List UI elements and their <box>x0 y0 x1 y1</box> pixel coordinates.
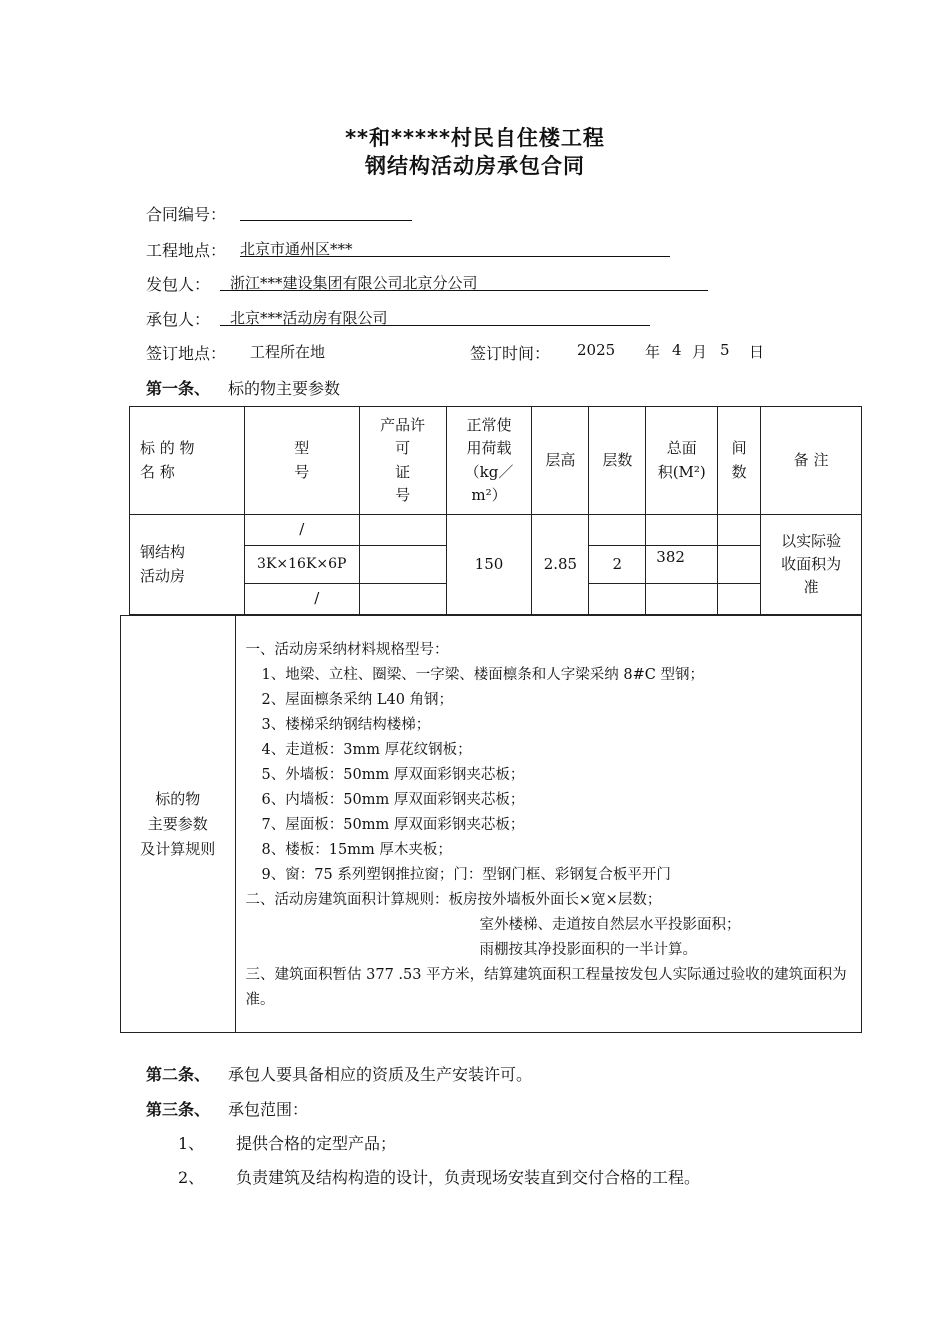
spec-line: 9、窗：75 系列塑钢推拉窗；门：型钢门框、彩钢复合板平开门 <box>261 867 671 883</box>
row-load: 150 <box>446 515 532 615</box>
employer-value: 浙江***建设集团有限公司北京分公司 <box>230 274 478 292</box>
item-number: 2、 <box>178 1168 205 1187</box>
article-1 <box>146 376 340 399</box>
spec-line: 1、地梁、立柱、圈梁、一字梁、楼面檩条和人字梁采纳 8#C 型钢； <box>261 667 704 683</box>
article-2-label: 第二条、 <box>146 1065 211 1084</box>
spec-label-cell: 标的物 主要参数 及计算规则 <box>121 616 236 1033</box>
article-3-text: 承包范围： <box>228 1100 309 1119</box>
row-rooms-3 <box>718 584 761 615</box>
row-height: 2.85 <box>532 515 589 615</box>
spec-line: 二、活动房建筑面积计算规则：板房按外墙板外面长×宽×层数； <box>245 892 662 908</box>
sign-place-label: 签订地点： <box>146 344 227 363</box>
spec-line: 三、建筑面积暂估 377 .53 平方米，结算建筑面积工程量按发包人实际通过验收的建筑面积为准。 <box>245 967 847 1008</box>
spec-line: 5、外墙板：50mm 厚双面彩钢夹芯板； <box>261 767 525 783</box>
contract-no-label: 合同编号： <box>146 205 227 224</box>
document-title-line2: 钢结构活动房承包合同 <box>365 154 585 178</box>
item-text: 负责建筑及结构构造的设计，负责现场安装直到交付合格的工程。 <box>236 1168 701 1187</box>
document-title-line1: **和*****村民自住楼工程 <box>345 126 605 150</box>
table-header-row <box>130 407 862 515</box>
header-load: 正常使 用荷载 （kg／ m²） <box>446 407 532 515</box>
spec-line: 雨棚按其净投影面积的一半计算。 <box>479 942 698 958</box>
row-model-3: / <box>244 584 359 615</box>
header-height: 层高 <box>532 407 589 515</box>
row-model-1: / <box>244 515 359 546</box>
row-rooms-2 <box>718 546 761 584</box>
sign-place-value: 工程所在地 <box>250 343 326 361</box>
article-1-label: 第一条、 <box>146 379 211 398</box>
row-name: 钢结构 活动房 <box>130 515 245 615</box>
row-license-2 <box>359 546 446 584</box>
row-area-1 <box>646 515 718 546</box>
sign-time-label: 签订时间： <box>470 344 551 363</box>
employer-label: 发包人： <box>146 275 211 294</box>
site-value: 北京市通州区*** <box>240 240 353 258</box>
row-remark: 以实际验 收面积为 准 <box>761 515 862 615</box>
table-row <box>130 515 862 546</box>
article-3-item <box>178 1165 700 1188</box>
item-number: 1、 <box>178 1134 205 1153</box>
spec-row <box>121 616 862 1033</box>
sign-month: 4 <box>672 341 682 359</box>
site-label: 工程地点： <box>146 241 227 260</box>
row-license-3 <box>359 584 446 615</box>
spec-line: 室外楼梯、走道按自然层水平投影面积； <box>479 917 741 933</box>
row-floors-1 <box>589 515 646 546</box>
row-rooms-1 <box>718 515 761 546</box>
article-2-text: 承包人要具备相应的资质及生产安装许可。 <box>228 1065 533 1084</box>
header-area: 总面 积(M²) <box>646 407 718 515</box>
spec-line: 6、内墙板：50mm 厚双面彩钢夹芯板； <box>261 792 525 808</box>
article-3 <box>146 1097 308 1120</box>
spec-content-cell <box>235 616 861 1033</box>
row-area-3 <box>646 584 718 615</box>
article-3-label: 第三条、 <box>146 1100 211 1119</box>
article-3-item <box>178 1131 396 1154</box>
spec-table <box>120 615 862 1033</box>
spec-line: 一、活动房采纳材料规格型号： <box>245 642 449 658</box>
header-rooms: 间 数 <box>718 407 761 515</box>
header-name: 标 的 物 名 称 <box>130 407 245 515</box>
article-1-text: 标的物主要参数 <box>228 379 341 398</box>
row-area-2: 382 <box>646 546 718 584</box>
article-2 <box>146 1062 532 1085</box>
contractor-label: 承包人： <box>146 310 211 329</box>
spec-line: 3、楼梯采纳钢结构楼梯； <box>261 717 431 733</box>
item-text: 提供合格的定型产品； <box>236 1134 397 1153</box>
spec-line: 8、楼板：15mm 厚木夹板； <box>261 842 452 858</box>
row-floors-3 <box>589 584 646 615</box>
row-floors-2: 2 <box>589 546 646 584</box>
day-unit: 日 <box>749 343 765 361</box>
header-floors: 层数 <box>589 407 646 515</box>
header-remark: 备 注 <box>761 407 862 515</box>
contract-no-field <box>240 202 412 221</box>
contractor-value: 北京***活动房有限公司 <box>230 309 388 327</box>
sign-day: 5 <box>720 341 730 359</box>
spec-line: 4、走道板：3mm 厚花纹钢板； <box>261 742 472 758</box>
row-license-1 <box>359 515 446 546</box>
month-unit: 月 <box>692 343 708 361</box>
spec-line: 7、屋面板：50mm 厚双面彩钢夹芯板； <box>261 817 525 833</box>
spec-line: 2、屋面檩条采纳 L40 角钢； <box>261 692 454 708</box>
row-model-2: 3K×16K×6P <box>244 546 359 584</box>
sign-year: 2025 <box>577 341 616 359</box>
params-table <box>129 406 862 615</box>
header-license: 产品许 可 证 号 <box>359 407 446 515</box>
header-model: 型 号 <box>244 407 359 515</box>
year-unit: 年 <box>645 343 661 361</box>
